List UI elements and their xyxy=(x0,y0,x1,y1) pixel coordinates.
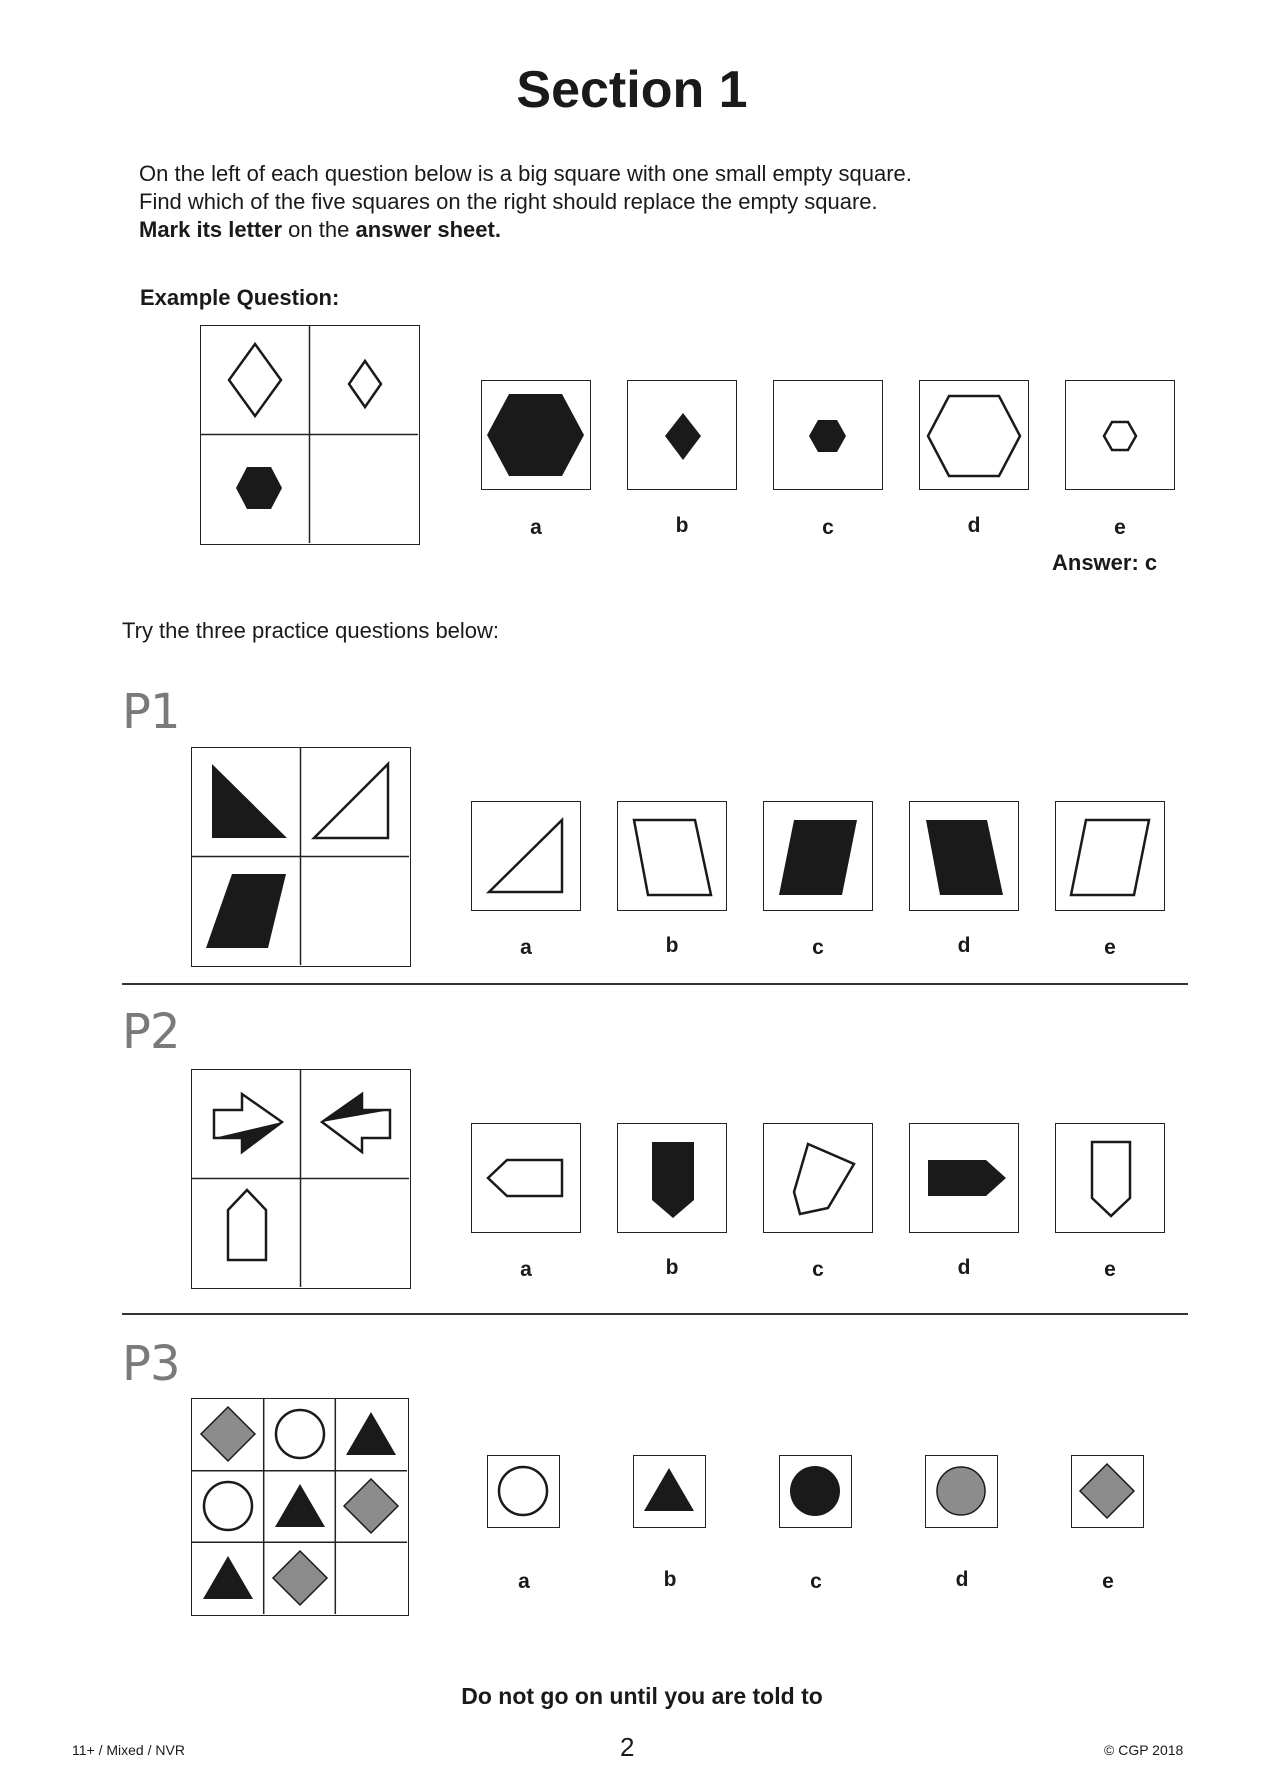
page-title: Section 1 xyxy=(516,61,748,119)
example-option-label-a: a xyxy=(530,516,542,539)
p3-option-label-b: b xyxy=(663,1568,677,1591)
pentagon-arrow-down-black-shape xyxy=(652,1142,694,1218)
triangle-black-shape xyxy=(275,1484,325,1527)
hexagon-small-black-shape xyxy=(809,420,846,452)
p3-option-e[interactable] xyxy=(1071,1455,1144,1528)
p1-option-label-e: e xyxy=(1104,936,1116,959)
instruction-line-2: Find which of the five squares on the right should replace the empty square. xyxy=(139,189,878,214)
p1-option-label-a: a xyxy=(520,936,532,959)
p2-option-label-d: d xyxy=(957,1256,971,1279)
parallelogram-outline-shape xyxy=(1071,820,1149,895)
p2-option-d[interactable] xyxy=(909,1123,1019,1233)
parallelogram-outline-shape xyxy=(634,820,711,895)
diamond-grey-shape xyxy=(344,1479,398,1533)
example-answer: Answer: c xyxy=(1052,550,1158,575)
p3-question-grid xyxy=(191,1398,409,1616)
parallelogram-black-shape xyxy=(779,820,857,895)
circle-black-shape xyxy=(790,1466,840,1516)
instructions xyxy=(139,160,912,244)
question-number-p2: P2 xyxy=(122,1004,180,1060)
diamond-grey-shape xyxy=(201,1407,255,1461)
instruction-mid: on the xyxy=(282,217,356,242)
instruction-line-3 xyxy=(139,216,912,244)
triangle-black-shape xyxy=(644,1468,694,1511)
p1-option-d[interactable] xyxy=(909,801,1019,911)
circle-grey-shape xyxy=(937,1467,985,1515)
p2-option-c[interactable] xyxy=(763,1123,873,1233)
p1-option-c[interactable] xyxy=(763,801,873,911)
example-option-label-e: e xyxy=(1114,516,1126,539)
triangle-black-shape xyxy=(346,1412,396,1455)
instruction-bold-1: Mark its letter xyxy=(139,217,283,242)
p3-option-a[interactable] xyxy=(487,1455,560,1528)
right-triangle-black-shape xyxy=(212,764,287,838)
diamond-grey-shape xyxy=(273,1551,327,1605)
example-option-a[interactable] xyxy=(481,380,591,490)
right-triangle-outline-shape xyxy=(314,764,388,838)
p2-option-e[interactable] xyxy=(1055,1123,1165,1233)
example-question-grid xyxy=(200,325,420,545)
example-option-label-d: d xyxy=(967,514,981,537)
p3-option-d[interactable] xyxy=(925,1455,998,1528)
p2-option-label-b: b xyxy=(665,1256,679,1279)
example-label: Example Question: xyxy=(140,285,340,310)
p2-option-label-e: e xyxy=(1104,1258,1116,1281)
stop-notice: Do not go on until you are told to xyxy=(461,1683,823,1709)
p3-option-label-d: d xyxy=(955,1568,969,1591)
instruction-line-1: On the left of each question below is a big square with one small empty square. xyxy=(139,161,912,186)
page-number: 2 xyxy=(620,1732,635,1762)
p1-question-grid xyxy=(191,747,411,967)
question-number-p1: P1 xyxy=(122,684,180,740)
footer-right: © CGP 2018 xyxy=(1104,1742,1184,1758)
pentagon-arrow-up-outline-shape xyxy=(228,1190,266,1260)
p1-option-a[interactable] xyxy=(471,801,581,911)
hexagon-small-outline-shape xyxy=(1104,422,1136,450)
p3-option-c[interactable] xyxy=(779,1455,852,1528)
circle-outline-shape xyxy=(204,1482,252,1530)
example-option-d[interactable] xyxy=(919,380,1029,490)
circle-outline-shape xyxy=(499,1467,547,1515)
diamond-large-outline-shape xyxy=(229,344,281,416)
p1-option-label-d: d xyxy=(957,934,971,957)
triangle-black-shape xyxy=(203,1556,253,1599)
p1-option-label-b: b xyxy=(665,934,679,957)
p2-option-label-a: a xyxy=(520,1258,532,1281)
p2-option-a[interactable] xyxy=(471,1123,581,1233)
circle-outline-shape xyxy=(276,1410,324,1458)
diamond-small-outline-shape xyxy=(349,361,381,407)
hexagon-large-black-shape xyxy=(487,394,584,476)
diamond-grey-shape xyxy=(1080,1464,1134,1518)
pentagon-arrow-right-black-shape xyxy=(928,1160,1006,1196)
hexagon-large-black-shape xyxy=(236,467,282,509)
practice-intro: Try the three practice questions below: xyxy=(122,618,500,643)
pentagon-arrow-down-outline-shape xyxy=(1092,1142,1130,1216)
example-option-c[interactable] xyxy=(773,380,883,490)
parallelogram-black-shape xyxy=(206,874,286,948)
parallelogram-black-shape xyxy=(926,820,1003,895)
example-option-label-b: b xyxy=(675,514,689,537)
p3-option-label-a: a xyxy=(518,1570,530,1593)
p1-option-e[interactable] xyxy=(1055,801,1165,911)
hexagon-large-outline-shape xyxy=(928,396,1020,476)
example-option-label-c: c xyxy=(822,516,834,539)
example-option-e[interactable] xyxy=(1065,380,1175,490)
instruction-bold-2: answer sheet. xyxy=(355,217,501,242)
p2-option-b[interactable] xyxy=(617,1123,727,1233)
p1-option-b[interactable] xyxy=(617,801,727,911)
question-number-p3: P3 xyxy=(122,1336,180,1392)
p3-option-b[interactable] xyxy=(633,1455,706,1528)
diamond-small-black-shape xyxy=(665,413,701,460)
p1-option-label-c: c xyxy=(812,936,824,959)
pentagon-arrow-left-outline-shape xyxy=(488,1160,562,1196)
p2-question-grid xyxy=(191,1069,411,1289)
divider xyxy=(122,983,1188,985)
footer-left: 11+ / Mixed / NVR xyxy=(72,1742,185,1758)
p2-option-label-c: c xyxy=(812,1258,824,1281)
divider xyxy=(122,1313,1188,1315)
pentagon-tilted-outline-shape xyxy=(794,1144,854,1214)
example-option-b[interactable] xyxy=(627,380,737,490)
p3-option-label-e: e xyxy=(1102,1570,1114,1593)
right-triangle-outline-shape xyxy=(489,820,562,892)
p3-option-label-c: c xyxy=(810,1570,822,1593)
